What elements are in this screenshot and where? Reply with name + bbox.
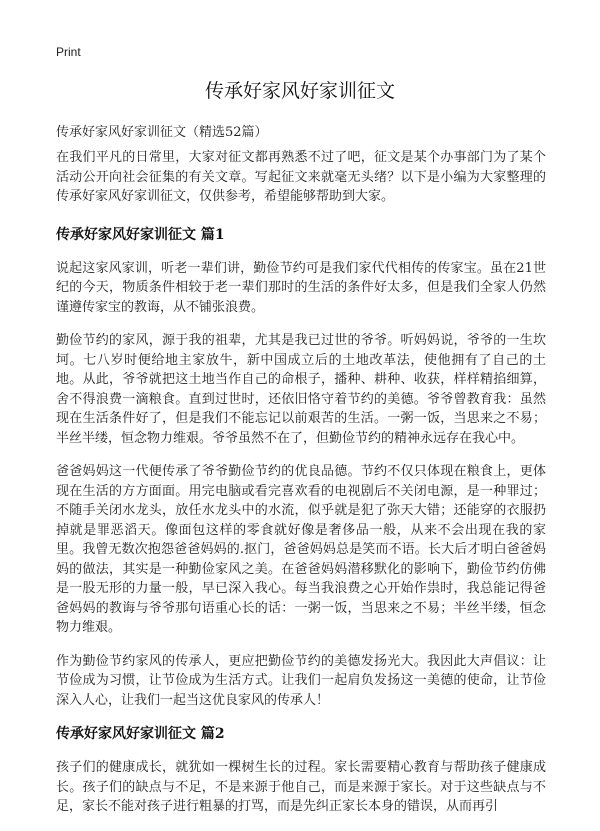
paragraph: 说起这家风家训，听老一辈们讲，勤俭节约可是我们家代代相传的传家宝。虽在21世纪的今天，物质条件相较于老一辈们那时的生活的条件好太多，但是我们全家人仍然谨遵传家宝的教诲，从不铺张浪费。 bbox=[56, 260, 546, 315]
intro-paragraph: 在我们平凡的日常里，大家对征文都再熟悉不过了吧，征文是某个办事部门为了某个活动公开向社会征集的有关文章。写起征文来就毫无头绪？以下是小编为大家整理的传承好家风好家训征文，仅供参考，希望能够帮助到大家。 bbox=[56, 150, 546, 204]
print-link[interactable]: Print bbox=[56, 45, 81, 59]
section-heading-1: 传承好家风好家训征文 篇1 bbox=[56, 226, 225, 243]
document-body bbox=[56, 148, 546, 831]
page-title: 传承好家风好家训征文 bbox=[204, 80, 395, 102]
paragraph: 爸爸妈妈这一代便传承了爷爷勤俭节约的优良品德。节约不仅只体现在粮食上，更体现在生活的方方面面。用完电脑或看完喜欢看的电视剧后不关闭电源，是一种罪过；不随手关闭水龙头，放任水龙头中的水流，似乎就是犯了弥天大错；还能穿的衣服扔掉就是罪恶滔天。像面包这样的零食就好像是奢侈品一般，从来不会出现在我的家里。我曾无数次抱怨爸爸妈妈的.抠门，爸爸妈妈总是笑而不语。长大后才明白爸爸妈妈的做法，其实是一种勤俭家风之美。在爸爸妈妈潜移默化的影响下，勤俭节约仿佛是一股无形的力量一般，早已深入我心。每当我浪费之心开始作祟时，我总能记得爸爸妈妈的教诲与爷爷那句语重心长的话：一粥一饭，当思来之不易；半丝半缕，恒念物力维艰。 bbox=[56, 464, 546, 635]
section-heading-2: 传承好家风好家训征文 篇2 bbox=[56, 726, 225, 742]
paragraph: 勤俭节约的家风，源于我的祖辈，尤其是我已过世的爷爷。听妈妈说，爷爷的一生坎坷。七八岁时便给地主家放牛，新中国成立后的土地改革法，使他拥有了自己的土地。从此，爷爷就把这土地当作自己的命根子，播种、耕种、收获，样样精掐细算，舍不得浪费一滴粮食。直到过世时，还依旧恪守着节约的美德。爷爷曾教育我：虽然现在生活条件好了，但是我们不能忘记以前艰苦的生活。一粥一饭，当思来之不易；半丝半缕，恒念物力维艰。爷爷虽然不在了，但勤俭节约的精神永远存在我心中。 bbox=[56, 333, 546, 446]
paragraph: 孩子们的健康成长，就犹如一棵树生长的过程。家长需要精心教育与帮助孩子健康成长。孩子们的缺点与不足，不是来源于他自己，而是来源于家长。对于这些缺点与不足，家长不能对孩子进行粗暴的打骂，而是先纠正家长本身的错误，从而再引 bbox=[56, 760, 546, 814]
paragraph: 作为勤俭节约家风的传承人，更应把勤俭节约的美德发扬光大。我因此大声倡议：让节俭成为习惯，让节俭成为生活方式。让我们一起肩负发扬这一美德的使命，让节俭深入人心，让我们一起当这优良家风的传承人！ bbox=[56, 653, 546, 708]
document-subtitle: 传承好家风好家训征文（精选52篇） bbox=[56, 125, 268, 140]
